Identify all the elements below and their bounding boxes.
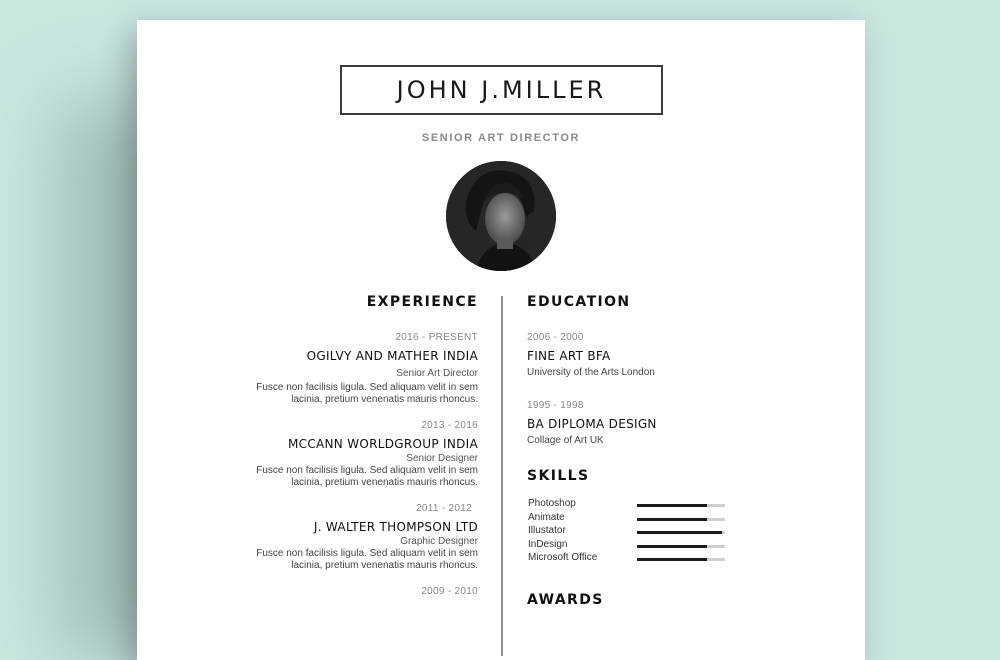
experience-date: 2011 - 2012 — [416, 503, 472, 514]
skills-list — [527, 498, 827, 566]
education-school: University of the Arts London — [527, 367, 655, 378]
skill-bar — [637, 518, 725, 521]
skill-row — [527, 525, 827, 539]
experience-description-line-1: Fusce non facilisis ligula. Sed aliquam velit in sem — [256, 465, 478, 476]
skill-row — [527, 539, 827, 553]
experience-date: 2009 - 2010 — [421, 586, 478, 597]
experience-company: J. WALTER THOMPSON LTD — [313, 520, 478, 534]
experience-company: MCCANN WORLDGROUP INDIA — [288, 437, 478, 451]
name-box — [340, 65, 663, 115]
skill-bar — [637, 545, 725, 548]
skill-name: Photoshop — [528, 498, 576, 509]
education-date: 1995 - 1998 — [527, 400, 584, 411]
resume-sheet — [137, 20, 865, 660]
skill-bar-fill — [637, 504, 707, 507]
skill-name: InDesign — [528, 538, 568, 550]
experience-date: 2016 - PRESENT — [395, 332, 478, 343]
experience-role: Senior Art Director — [396, 368, 478, 379]
skill-name: Microsoft Office — [528, 552, 598, 563]
education-degree: BA DIPLOMA DESIGN — [527, 417, 657, 431]
job-title: SENIOR ART DIRECTOR — [421, 132, 581, 144]
portrait-image — [446, 161, 556, 271]
experience-entry — [198, 332, 478, 406]
experience-section — [198, 294, 478, 611]
experience-description-line-1: Fusce non facilisis ligula. Sed aliquam velit in sem — [256, 382, 478, 393]
skill-bar-fill — [637, 518, 707, 521]
education-entry — [527, 400, 827, 446]
education-heading: EDUCATION — [527, 294, 631, 310]
awards-heading: AWARDS — [527, 591, 604, 608]
experience-company: OGILVY AND MATHER INDIA — [306, 349, 478, 363]
education-date: 2006 - 2000 — [527, 332, 584, 343]
education-school: Collage of Art UK — [527, 435, 604, 446]
skill-bar — [637, 504, 725, 507]
skill-name: Illustator — [528, 525, 566, 536]
skill-bar-fill — [637, 531, 722, 534]
education-degree: FINE ART BFA — [527, 349, 611, 363]
experience-description-line-2: lacinia, pretium venenatis mauris rhoncus. — [291, 394, 478, 405]
skill-bar — [637, 531, 725, 534]
education-entry — [527, 332, 827, 378]
skill-row — [527, 498, 827, 512]
profile-photo — [446, 161, 556, 271]
experience-role: Senior Designer — [406, 453, 478, 464]
experience-entry — [198, 586, 478, 597]
experience-date: 2013 - 2016 — [421, 420, 478, 431]
skill-row — [527, 552, 827, 566]
right-column — [527, 294, 827, 630]
experience-entry — [198, 503, 478, 572]
experience-description-line-2: lacinia, pretium venenatis mauris rhoncus. — [291, 560, 478, 571]
candidate-name: JOHN J.MILLER — [396, 76, 607, 104]
skill-name: Animate — [528, 511, 565, 523]
experience-description-line-2: lacinia, pretium venenatis mauris rhoncus. — [291, 477, 478, 488]
skills-heading: SKILLS — [527, 468, 590, 484]
skill-bar — [637, 558, 725, 561]
skill-bar-fill — [637, 558, 707, 561]
experience-heading: EXPERIENCE — [366, 294, 478, 310]
skill-bar-fill — [637, 545, 707, 548]
experience-entry — [198, 420, 478, 489]
column-divider — [501, 296, 503, 656]
skill-row — [527, 512, 827, 526]
experience-description-line-1: Fusce non facilisis ligula. Sed aliquam velit in sem — [256, 548, 478, 559]
experience-role: Graphic Designer — [400, 536, 478, 547]
